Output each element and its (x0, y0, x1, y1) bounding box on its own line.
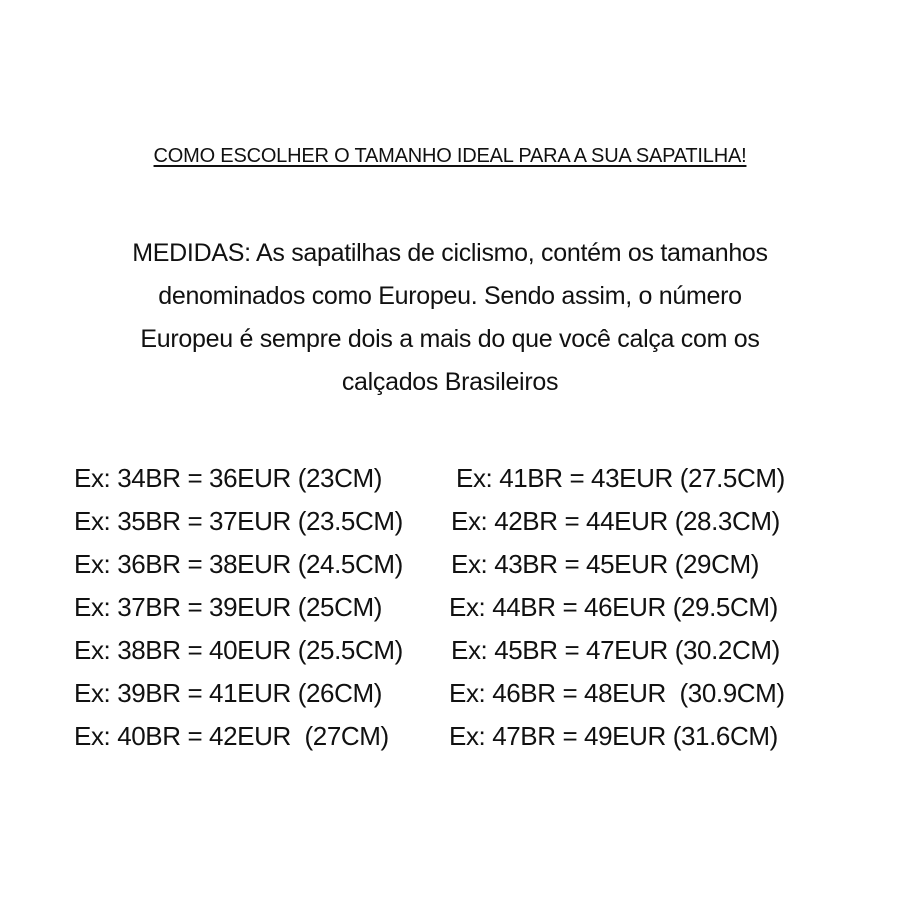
size-row (74, 715, 854, 758)
size-example-left: Ex: 40BR = 42EUR (27CM) (74, 721, 389, 751)
size-example-right: Ex: 41BR = 43EUR (27.5CM) (456, 463, 785, 493)
size-example-right: Ex: 46BR = 48EUR (30.9CM) (449, 678, 785, 708)
intro-line: denominados como Europeu. Sendo assim, o número (158, 282, 742, 310)
size-conversion-table (74, 457, 854, 758)
size-example-right: Ex: 43BR = 45EUR (29CM) (451, 549, 759, 579)
size-guide-title: COMO ESCOLHER O TAMANHO IDEAL PARA A SUA SAPATILHA! (153, 145, 747, 167)
size-example-left: Ex: 36BR = 38EUR (24.5CM) (74, 549, 403, 579)
size-row (74, 500, 854, 543)
size-row (74, 672, 854, 715)
size-example-right: Ex: 45BR = 47EUR (30.2CM) (451, 635, 780, 665)
size-row (74, 543, 854, 586)
size-example-right: Ex: 42BR = 44EUR (28.3CM) (451, 506, 780, 536)
intro-line: MEDIDAS: As sapatilhas de ciclismo, contém os tamanhos (132, 239, 768, 267)
size-row (74, 457, 854, 500)
size-row (74, 629, 854, 672)
size-row (74, 586, 854, 629)
size-example-left: Ex: 35BR = 37EUR (23.5CM) (74, 506, 403, 536)
size-example-left: Ex: 38BR = 40EUR (25.5CM) (74, 635, 403, 665)
size-example-right: Ex: 44BR = 46EUR (29.5CM) (449, 592, 778, 622)
size-example-right: Ex: 47BR = 49EUR (31.6CM) (449, 721, 778, 751)
intro-line: calçados Brasileiros (341, 368, 559, 396)
size-example-left: Ex: 39BR = 41EUR (26CM) (74, 678, 382, 708)
intro-line: Europeu é sempre dois a mais do que você calça com os (140, 325, 760, 353)
size-example-left: Ex: 37BR = 39EUR (25CM) (74, 592, 382, 622)
measurements-paragraph (60, 232, 840, 404)
size-example-left: Ex: 34BR = 36EUR (23CM) (74, 463, 382, 493)
